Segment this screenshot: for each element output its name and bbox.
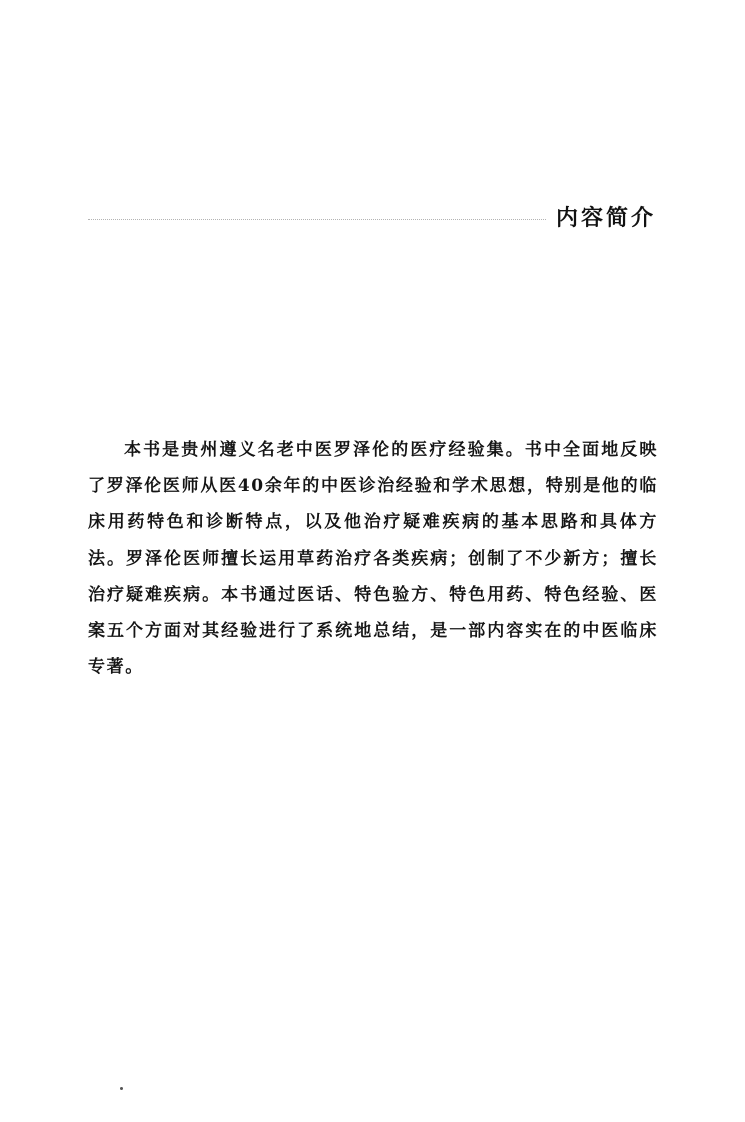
section-title: 内容简介 [556, 206, 657, 231]
synopsis-paragraph: 本书是贵州遵义名老中医罗泽伦的医疗经验集。书中全面地反映了罗泽伦医师从医40余年的中医诊治经验和学术思想，特别是他的临床用药特色和诊断特点，以及他治疗疑难疾病的基本思路和具体方法。罗泽伦医师擅长运用草药治疗各类疾病；创制了不少新方；擅长治疗疑难疾病。本书通过医话、特色验方、特色用药、特色经验、医案五个方面对其经验进行了系统地总结，是一部内容实在的中医临床专著。 [88, 440, 658, 678]
header-dotted-rule [88, 219, 546, 220]
scan-speck [120, 1087, 123, 1090]
